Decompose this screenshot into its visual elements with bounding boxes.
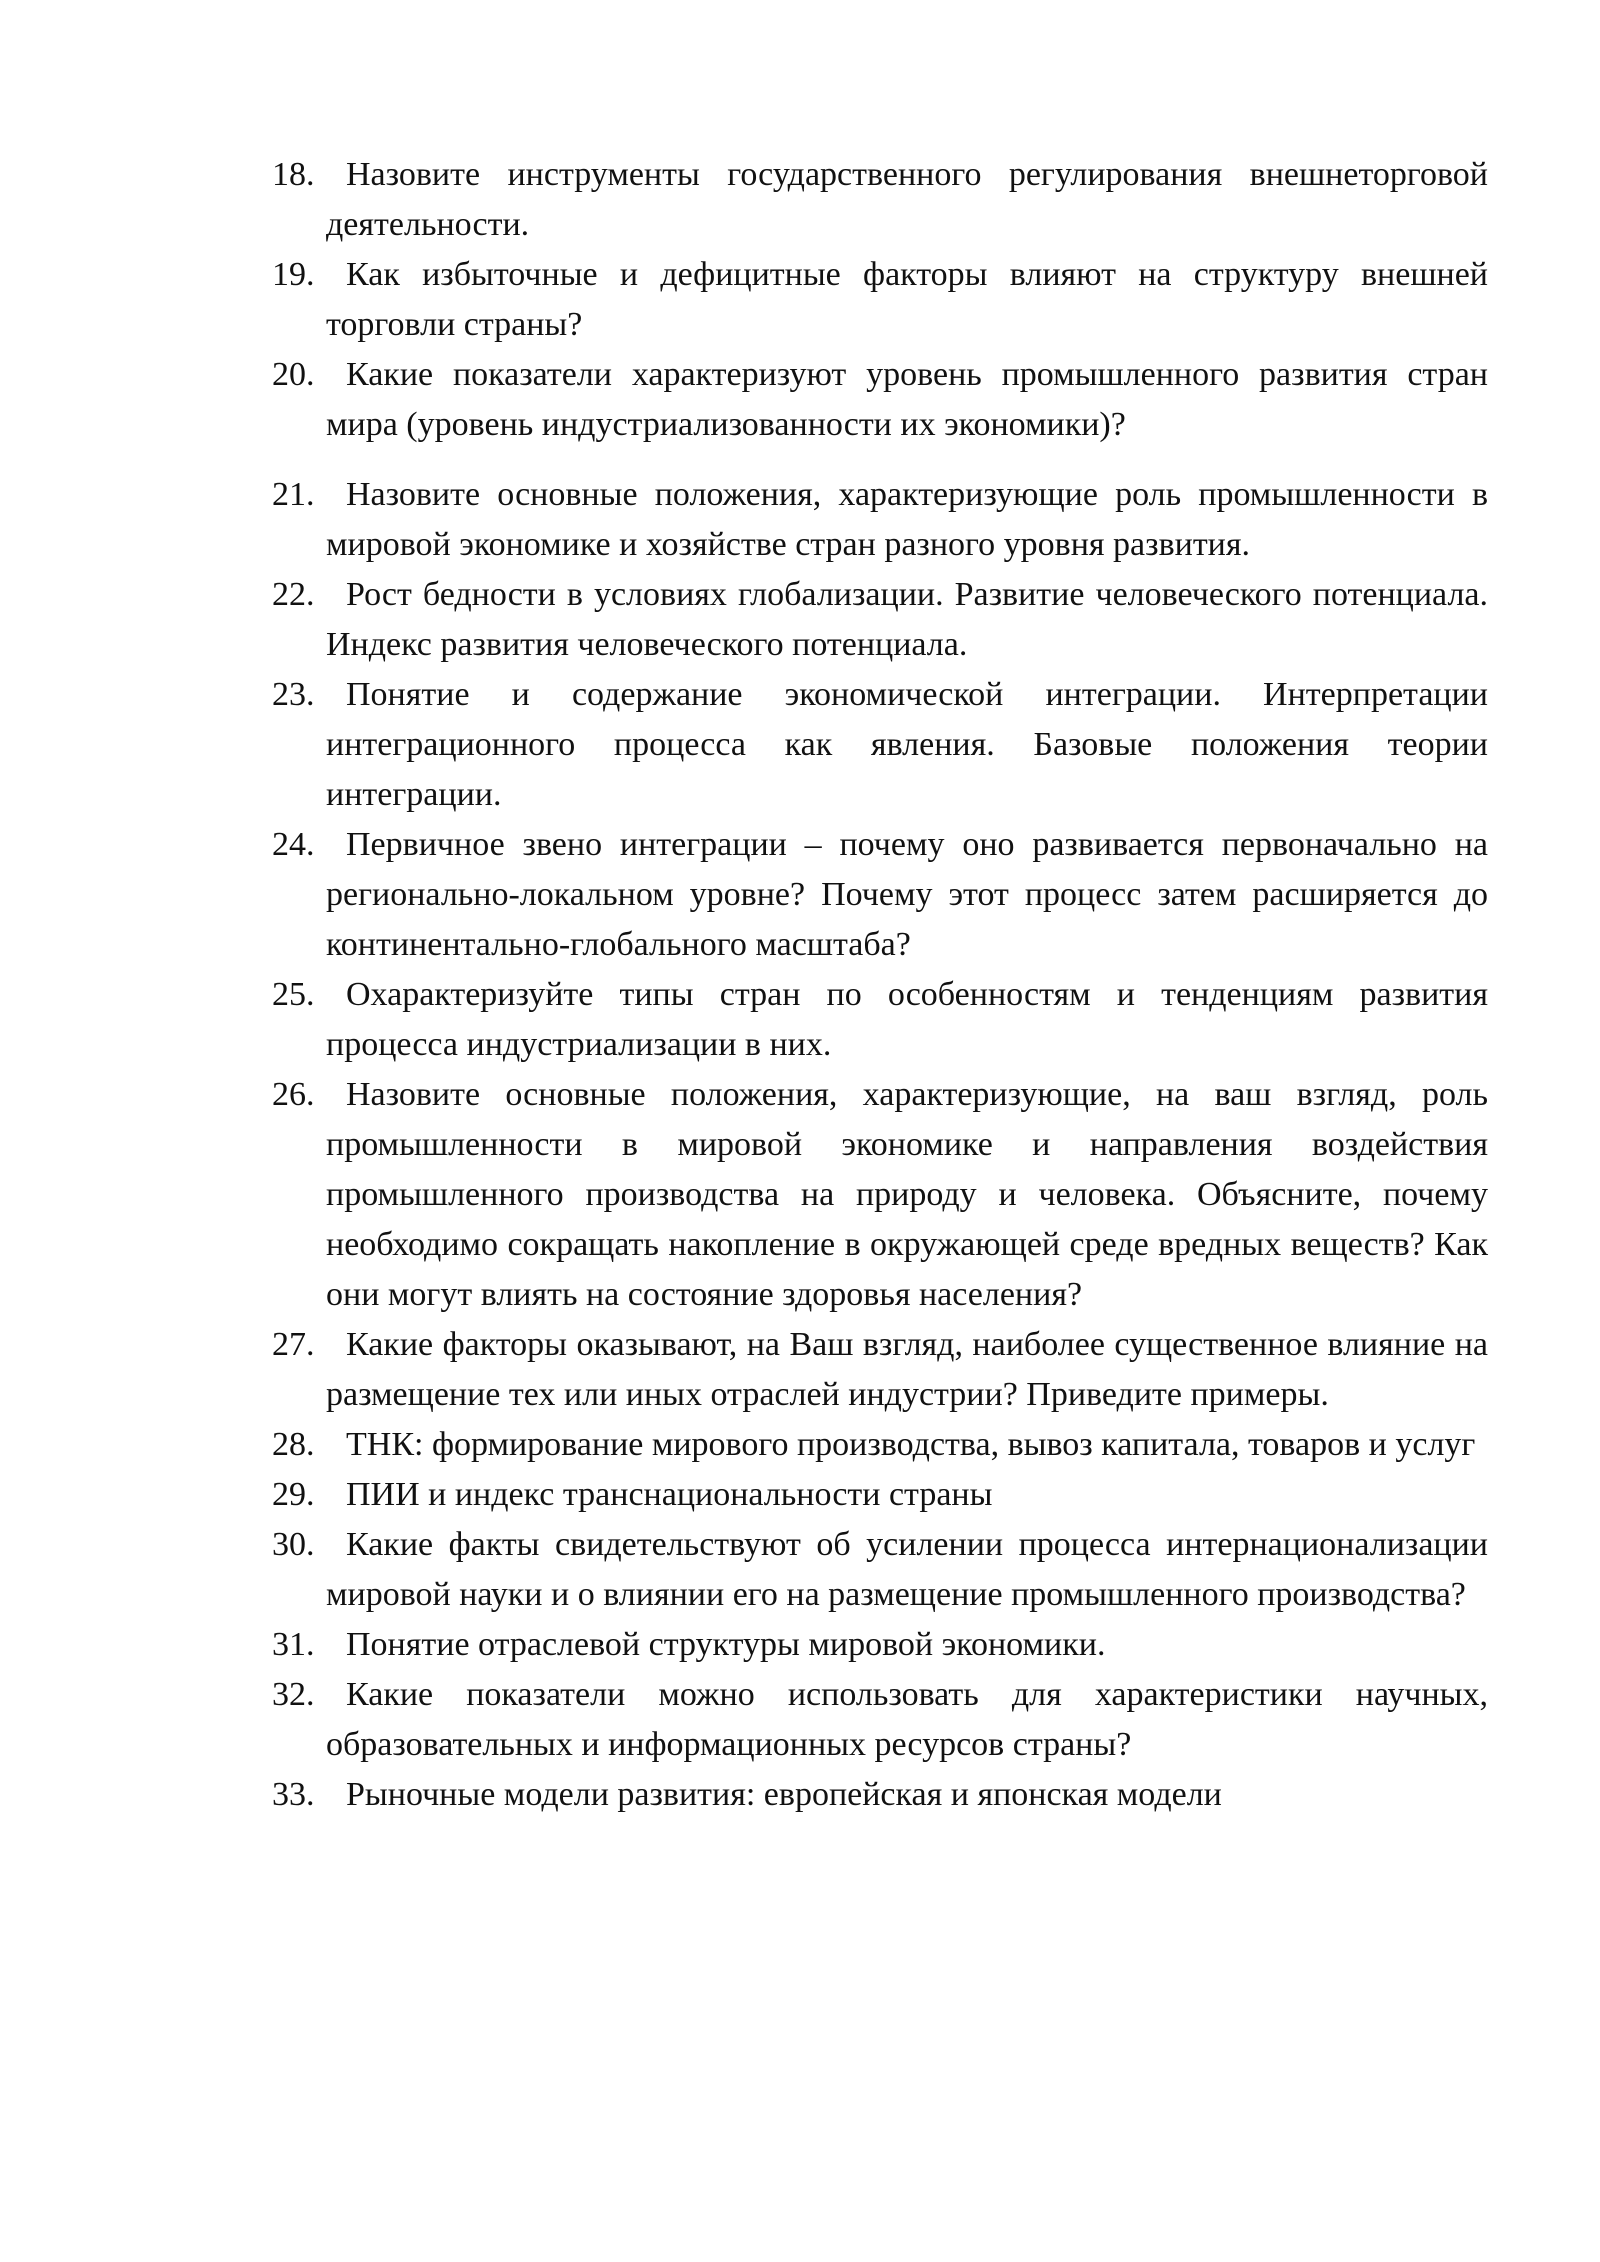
question-number: 19. xyxy=(272,256,315,293)
question-number: 28. xyxy=(272,1426,315,1463)
question-text: Назовите инструменты государственного регулирования внешнеторговой деятельности. xyxy=(326,156,1488,243)
question-text: Назовите основные положения, характеризующие роль промышленности в мировой экономике и хозяйстве стран разного уровня развития. xyxy=(326,476,1488,563)
question-text: Рыночные модели развития: европейская и японская модели xyxy=(346,1776,1222,1813)
question-text: ПИИ и индекс транснациональности страны xyxy=(346,1476,993,1513)
question-number: 21. xyxy=(272,476,315,513)
question-number: 26. xyxy=(272,1076,315,1113)
list-item xyxy=(272,150,1488,250)
question-text: Как избыточные и дефицитные факторы влияют на структуру внешней торговли страны? xyxy=(326,256,1488,343)
list-item xyxy=(272,820,1488,970)
list-item xyxy=(272,1420,1488,1470)
question-text: Первичное звено интеграции – почему оно развивается первоначально на регионально-локальном уровне? Почему этот процесс затем расширяется до континентально-глобального масштаба? xyxy=(326,826,1488,963)
list-item xyxy=(272,570,1488,670)
question-number: 31. xyxy=(272,1626,315,1663)
question-number: 33. xyxy=(272,1776,315,1813)
list-item xyxy=(272,1470,1488,1520)
question-text: Какие факты свидетельствуют об усилении процесса интернационализации мировой науки и о влиянии его на размещение промышленного производства? xyxy=(326,1526,1488,1613)
question-list xyxy=(272,150,1488,1820)
list-item xyxy=(272,970,1488,1070)
question-text: Назовите основные положения, характеризующие, на ваш взгляд, роль промышленности в мировой экономике и направления воздействия промышленного производства на природу и человека. Объясните, почему необходимо сокращать накопление в окружающей среде вредных веществ? Как они могут влиять на состояние здоровья населения? xyxy=(326,1076,1488,1313)
question-number: 24. xyxy=(272,826,315,863)
list-item xyxy=(272,1770,1488,1820)
question-number: 25. xyxy=(272,976,315,1013)
question-number: 22. xyxy=(272,576,315,613)
list-item xyxy=(272,1620,1488,1670)
question-text: ТНК: формирование мирового производства, вывоз капитала, товаров и услуг xyxy=(346,1426,1476,1463)
question-number: 18. xyxy=(272,156,315,193)
question-text: Охарактеризуйте типы стран по особенностям и тенденциям развития процесса индустриализации в них. xyxy=(326,976,1488,1063)
question-text: Какие показатели характеризуют уровень промышленного развития стран мира (уровень индустриализованности их экономики)? xyxy=(326,356,1488,443)
question-text: Рост бедности в условиях глобализации. Развитие человеческого потенциала. Индекс развития человеческого потенциала. xyxy=(326,576,1488,663)
list-item xyxy=(272,350,1488,450)
question-text: Понятие и содержание экономической интеграции. Интерпретации интеграционного процесса как явления. Базовые положения теории интеграции. xyxy=(326,676,1488,813)
question-text: Понятие отраслевой структуры мировой экономики. xyxy=(346,1626,1106,1663)
question-number: 30. xyxy=(272,1526,315,1563)
list-item xyxy=(272,1320,1488,1420)
question-number: 20. xyxy=(272,356,315,393)
question-number: 23. xyxy=(272,676,315,713)
list-item xyxy=(272,1070,1488,1320)
question-number: 32. xyxy=(272,1676,315,1713)
question-text: Какие показатели можно использовать для характеристики научных, образовательных и информационных ресурсов страны? xyxy=(326,1676,1488,1763)
list-item xyxy=(272,470,1488,570)
list-item xyxy=(272,250,1488,350)
list-item xyxy=(272,670,1488,820)
question-number: 27. xyxy=(272,1326,315,1363)
question-number: 29. xyxy=(272,1476,315,1513)
question-text: Какие факторы оказывают, на Ваш взгляд, наиболее существенное влияние на размещение тех или иных отраслей индустрии? Приведите примеры. xyxy=(326,1326,1488,1413)
list-item xyxy=(272,1520,1488,1620)
list-item xyxy=(272,1670,1488,1770)
